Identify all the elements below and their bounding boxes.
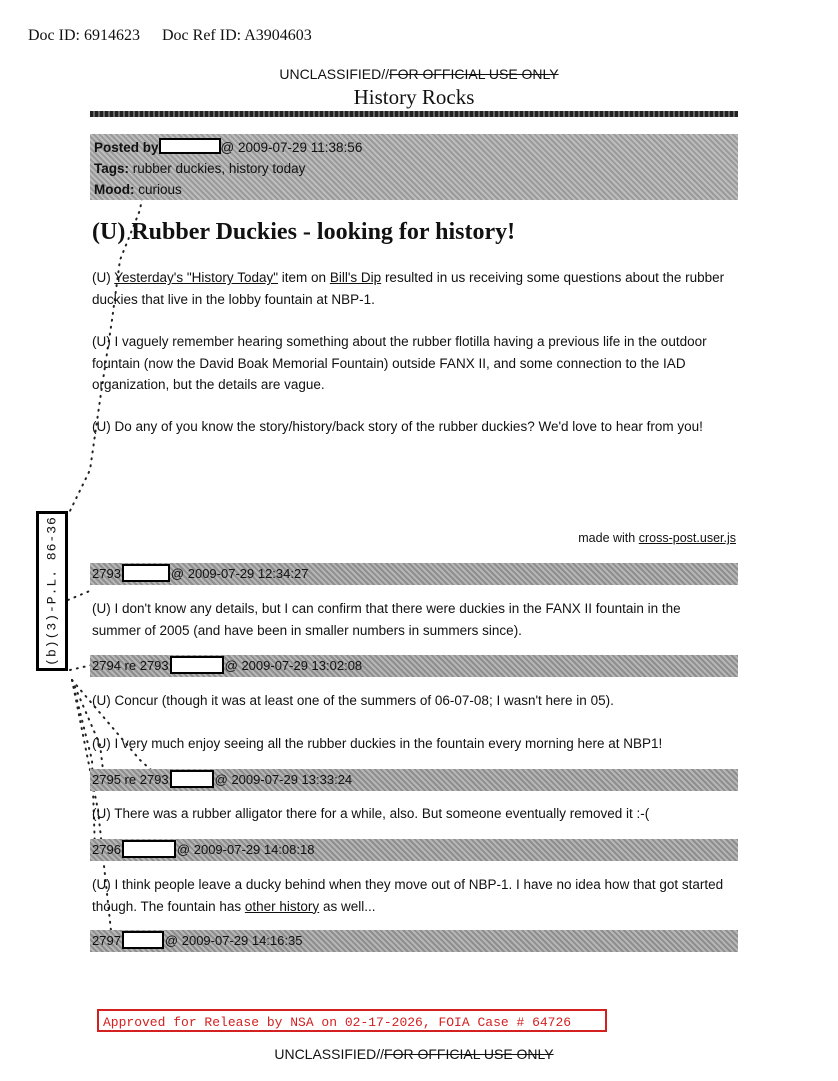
comment-text-2794-b: (U) I very much enjoy seeing all the rubber duckies in the fountain every morning here at NBP1! bbox=[92, 736, 663, 751]
comment-id: 2795 bbox=[92, 772, 121, 787]
mood-value: curious bbox=[138, 182, 182, 197]
classification-bottom bbox=[0, 1046, 828, 1062]
classification-struck: FOR OFFICIAL USE ONLY bbox=[389, 66, 559, 82]
title-rule bbox=[90, 111, 738, 117]
comment-text-2796 bbox=[92, 874, 732, 917]
posted-by-label: Posted by bbox=[94, 140, 159, 155]
comment-header-2796 bbox=[90, 839, 738, 861]
classification-prefix: UNCLASSIFIED// bbox=[279, 66, 390, 82]
redaction-box bbox=[170, 770, 214, 788]
history-today-link[interactable]: Yesterday's "History Today" bbox=[114, 270, 279, 285]
comment-id: 2794 bbox=[92, 658, 121, 673]
post-meta-bar bbox=[90, 134, 738, 200]
redaction-box bbox=[122, 564, 170, 582]
comment-header-2795 bbox=[90, 769, 738, 791]
post-paragraph-2: (U) I vaguely remember hearing something about the rubber flotilla having a previous life in the outdoor fountain (now the David Boak Memorial Fountain) outside FANX II, and some connection to the IAD organization, but the details are vague. bbox=[92, 334, 707, 392]
mood-label: Mood: bbox=[94, 182, 135, 197]
p1-prefix: (U) bbox=[92, 270, 111, 285]
comment-time: @ 2009-07-29 12:34:27 bbox=[170, 566, 309, 581]
page-title: History Rocks bbox=[353, 85, 475, 109]
comment-time: @ 2009-07-29 14:16:35 bbox=[164, 933, 303, 948]
posted-by-row bbox=[94, 137, 734, 158]
classification-prefix: UNCLASSIFIED// bbox=[274, 1046, 385, 1062]
comment-id: 2796 bbox=[92, 842, 121, 857]
post-heading: (U) Rubber Duckies - looking for history! bbox=[92, 219, 516, 245]
comment-text-pre: (U) I think people leave a ducky behind when they move out of NBP-1. I have no idea how that got started though. The fountain has bbox=[92, 877, 724, 914]
classification-struck: FOR OFFICIAL USE ONLY bbox=[384, 1046, 554, 1062]
redaction-box bbox=[159, 138, 221, 154]
mood-row bbox=[94, 179, 734, 200]
post-paragraph-3: (U) Do any of you know the story/history/back story of the rubber duckies? We'd love to hear from you! bbox=[92, 419, 703, 434]
redaction-box bbox=[122, 931, 164, 949]
comment-header-2797 bbox=[90, 930, 738, 952]
comment-text-2795: (U) There was a rubber alligator there for a while, also. But someone eventually removed it :-( bbox=[92, 806, 650, 821]
made-with-prefix: made with bbox=[578, 531, 636, 545]
tags-label: Tags: bbox=[94, 161, 130, 176]
approval-stamp: Approved for Release by NSA on 02-17-2026, FOIA Case # 64726 bbox=[97, 1009, 607, 1032]
doc-id: Doc ID: 6914623 bbox=[28, 27, 140, 44]
comment-time: @ 2009-07-29 13:33:24 bbox=[214, 772, 353, 787]
redaction-box bbox=[170, 656, 224, 674]
classification-top bbox=[0, 66, 838, 82]
tags-row bbox=[94, 158, 734, 179]
doc-id-line bbox=[28, 27, 330, 45]
comment-text-2793: (U) I don't know any details, but I can confirm that there were duckies in the FANX II fountain in the summer of 2005 (and have been in smaller numbers in summers since). bbox=[92, 601, 681, 638]
cross-post-link[interactable]: cross-post.user.js bbox=[638, 531, 736, 545]
comment-text-post: as well... bbox=[322, 898, 376, 914]
comment-reply[interactable]: re 2793 bbox=[124, 658, 169, 673]
comment-id: 2793 bbox=[92, 566, 121, 581]
comment-time: @ 2009-07-29 13:02:08 bbox=[224, 658, 363, 673]
other-history-link[interactable]: other history bbox=[244, 898, 320, 914]
comment-reply[interactable]: re 2793 bbox=[124, 772, 169, 787]
tags-value[interactable]: rubber duckies, history today bbox=[132, 161, 306, 176]
p1-rest: resulted in us receiving some questions about the rubber duckies that live in the lobby fountain at NBP-1. bbox=[92, 270, 725, 307]
comment-time: @ 2009-07-29 14:08:18 bbox=[176, 842, 315, 857]
bills-dip-link[interactable]: Bill's Dip bbox=[329, 270, 382, 285]
comment-header-2794 bbox=[90, 655, 738, 677]
comment-header-2793 bbox=[90, 563, 738, 585]
redaction-box bbox=[122, 840, 176, 858]
made-with bbox=[480, 531, 736, 545]
post-paragraph-1 bbox=[92, 267, 732, 310]
doc-ref-id: Doc Ref ID: A3904603 bbox=[161, 27, 312, 44]
exemption-box bbox=[36, 511, 68, 671]
comment-text-2794-a: (U) Concur (though it was at least one of the summers of 06-07-08; I wasn't here in 05). bbox=[92, 693, 614, 708]
p1-mid: item on bbox=[281, 270, 327, 285]
posted-time: @ 2009-07-29 11:38:56 bbox=[220, 140, 363, 155]
comment-id: 2797 bbox=[92, 933, 121, 948]
exemption-label: (b)(3)-P.L. 86-36 bbox=[44, 516, 60, 666]
